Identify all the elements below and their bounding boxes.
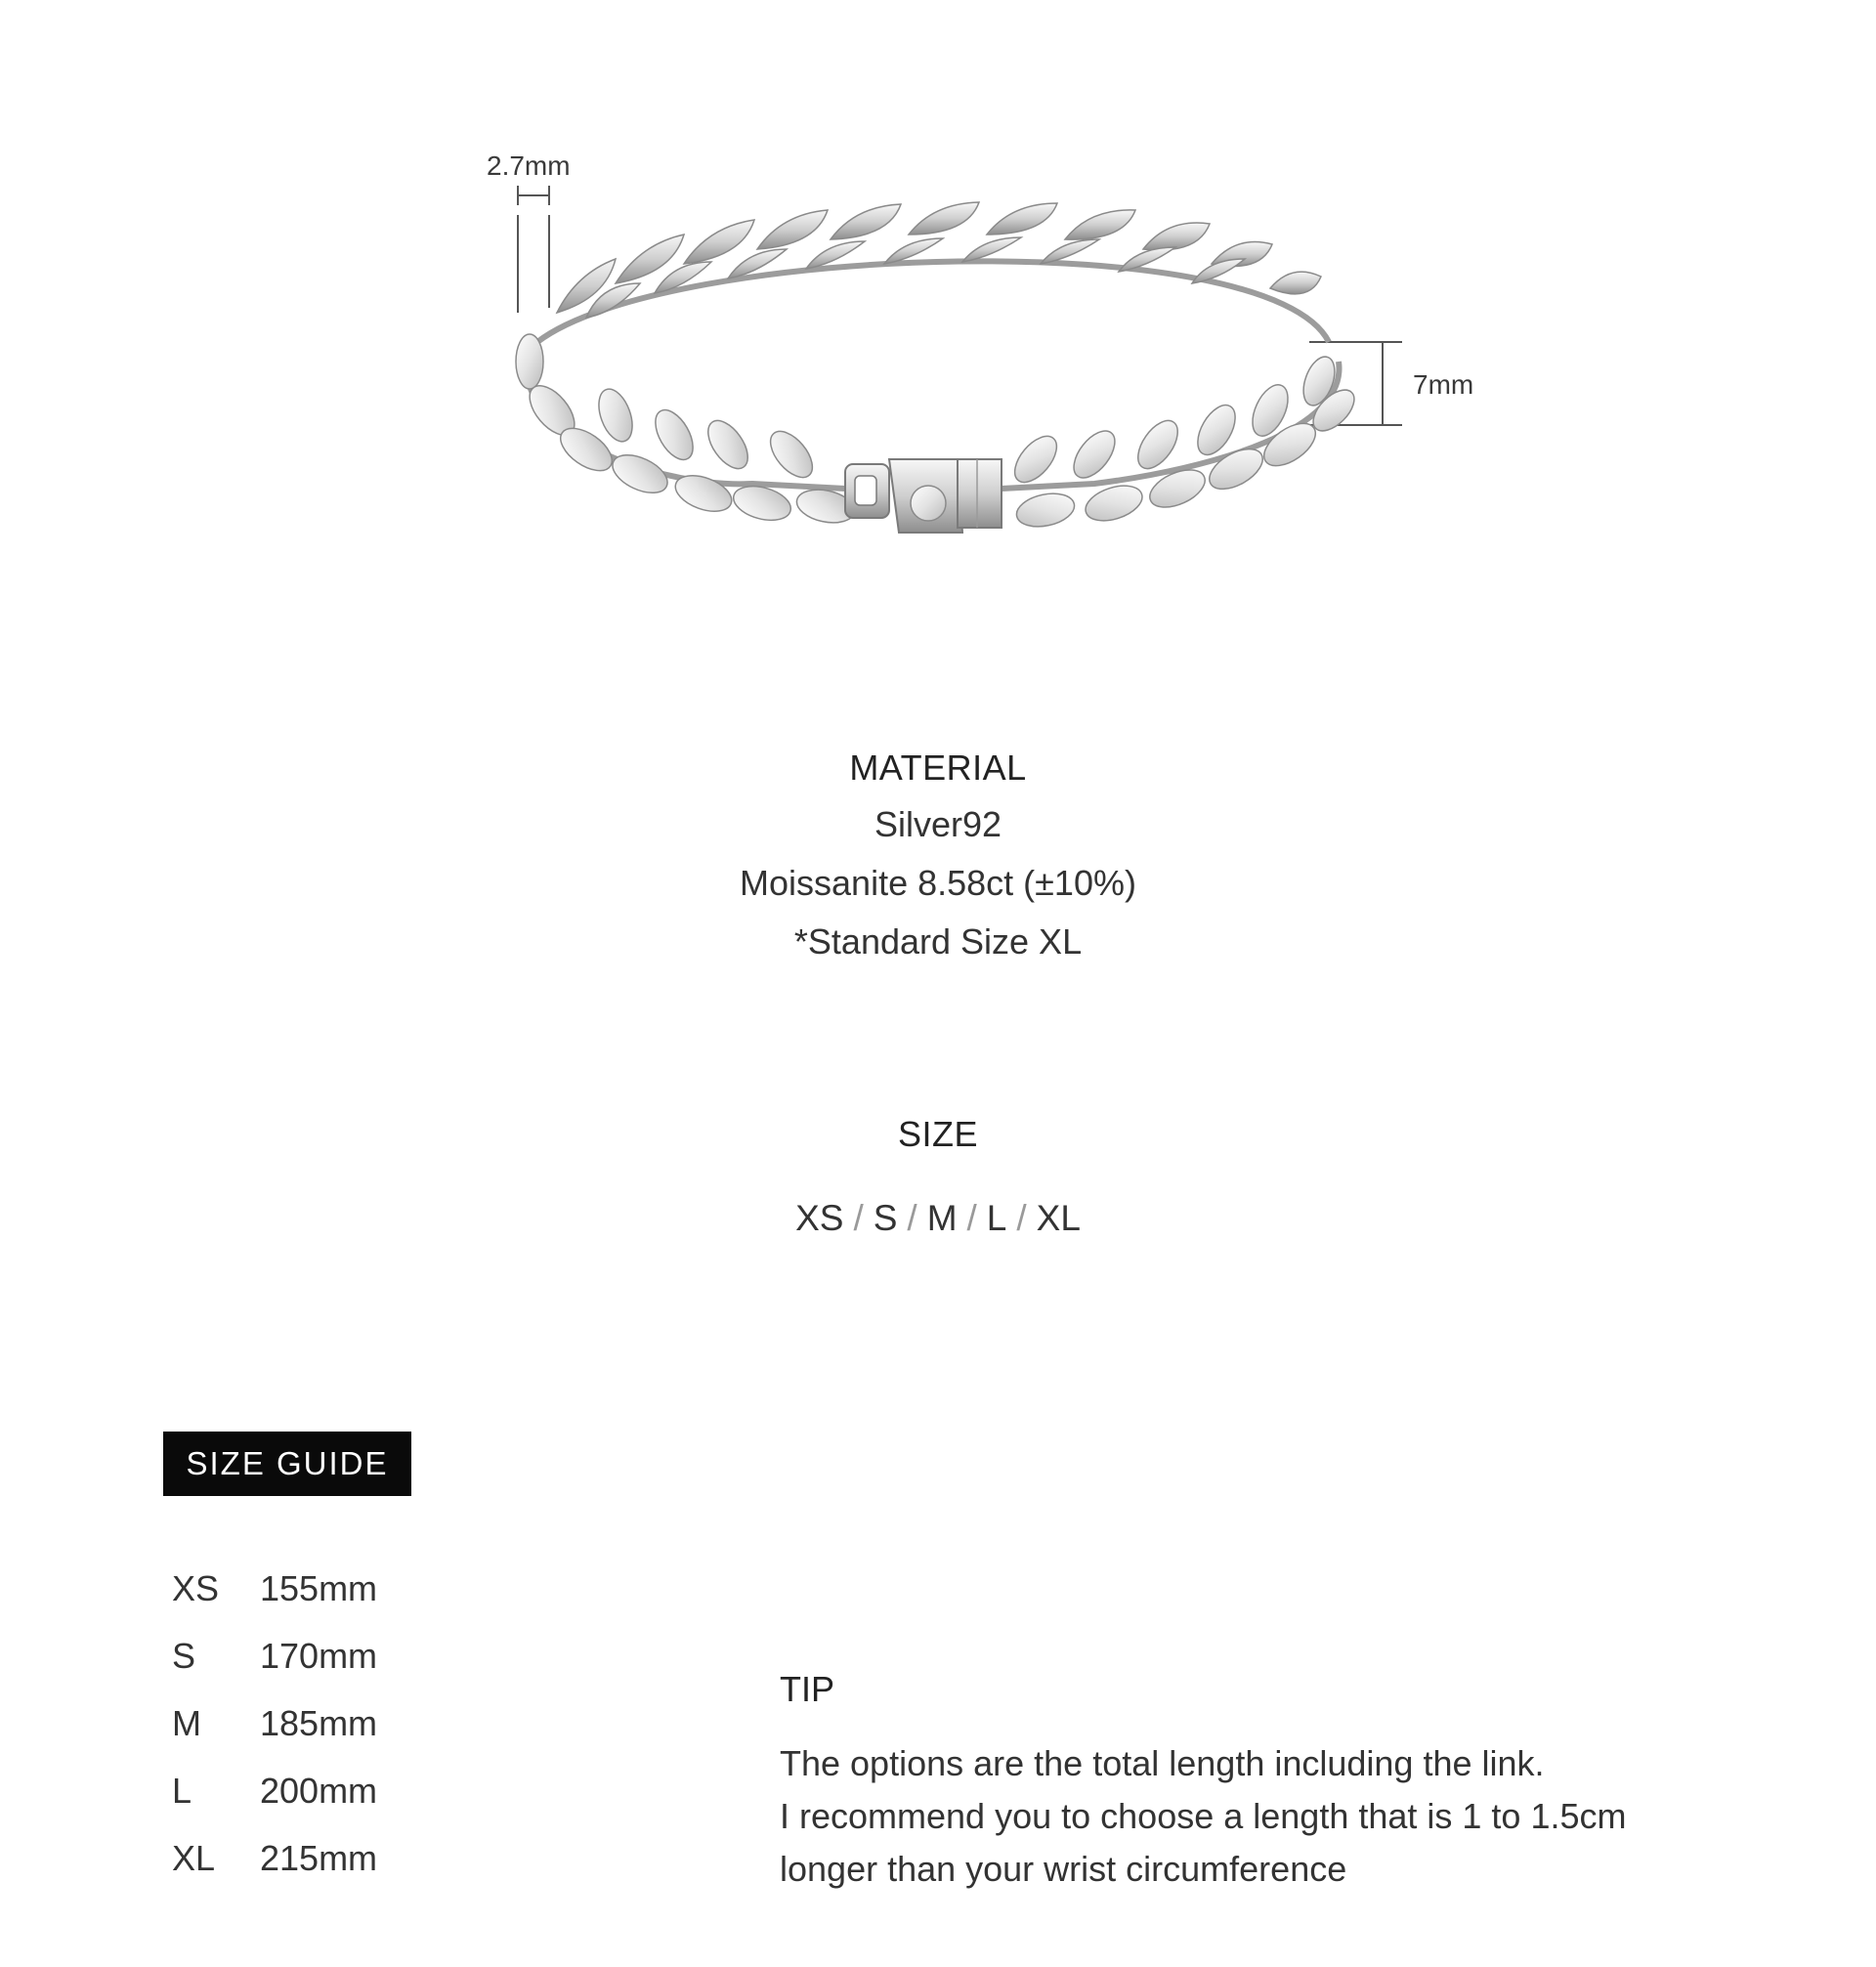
size-option-xs: XS [795, 1198, 844, 1238]
size-option-l: L [986, 1198, 1007, 1238]
size-guide-row [172, 1838, 426, 1905]
size-options [0, 1198, 1876, 1239]
height-dimension-label: 7mm [1413, 369, 1474, 400]
tip-line-2: I recommend you to choose a length that is 1 to 1.5cm [780, 1796, 1627, 1836]
size-guide-row [172, 1636, 426, 1703]
size-code: XL [172, 1838, 216, 1878]
size-option-xl: XL [1036, 1198, 1081, 1238]
tip-line-3: longer than your wrist circumference [780, 1849, 1347, 1889]
size-length: 215mm [260, 1838, 378, 1878]
size-option-m: M [926, 1198, 958, 1238]
width-dimension-label: 2.7mm [487, 150, 571, 181]
size-code: L [172, 1771, 192, 1811]
size-separator: / [853, 1198, 864, 1238]
size-separator: / [1016, 1198, 1027, 1238]
size-code: S [172, 1636, 196, 1676]
size-guide-row [172, 1703, 426, 1771]
size-code: XS [172, 1568, 220, 1608]
material-line-3: *Standard Size XL [793, 921, 1083, 962]
width-dimension-marker [518, 186, 549, 313]
size-section [0, 1114, 1876, 1239]
size-code: M [172, 1703, 201, 1743]
size-length: 200mm [260, 1771, 378, 1811]
size-guide-table [172, 1568, 426, 1905]
size-title: SIZE [897, 1114, 978, 1154]
size-length: 185mm [260, 1703, 378, 1743]
bracelet-product-image [469, 117, 1505, 567]
size-guide-row [172, 1771, 426, 1838]
tip-line-1: The options are the total length including the link. [780, 1743, 1545, 1783]
tip-section [780, 1669, 1806, 1896]
size-length: 155mm [260, 1568, 378, 1608]
tip-title: TIP [780, 1669, 835, 1709]
material-section [0, 748, 1876, 962]
bracelet-clasp [845, 459, 1002, 533]
material-line-1: Silver92 [874, 804, 1002, 844]
size-length: 170mm [260, 1636, 378, 1676]
material-line-2: Moissanite 8.58ct (±10%) [740, 863, 1136, 903]
size-guide-row [172, 1568, 426, 1636]
size-guide-badge: SIZE GUIDE [163, 1432, 411, 1496]
size-separator: / [966, 1198, 977, 1238]
material-title: MATERIAL [849, 748, 1027, 788]
bracelet-back-leaves [537, 202, 1329, 342]
size-separator: / [907, 1198, 917, 1238]
bracelet-illustration [469, 117, 1505, 567]
size-option-s: S [873, 1198, 898, 1238]
